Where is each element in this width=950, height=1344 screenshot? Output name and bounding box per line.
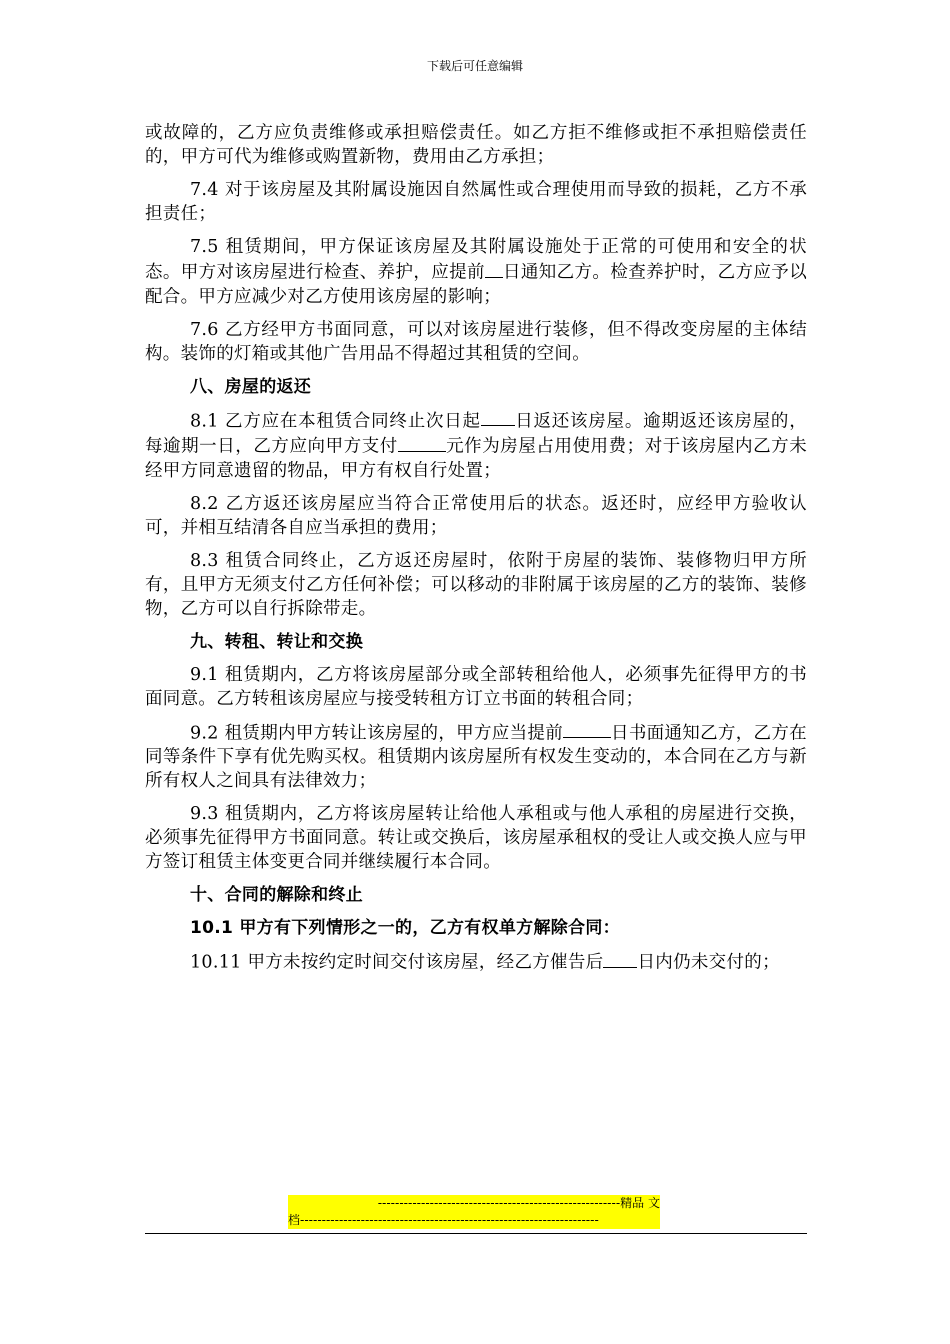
fill-blank bbox=[481, 408, 515, 427]
text-segment: 日返还该房屋。逾期返还该房屋的，每逾期一日，乙方应向甲方支付 bbox=[145, 411, 807, 457]
footer-line-1 bbox=[288, 1195, 660, 1212]
fill-blank bbox=[563, 720, 611, 739]
footer-line-2 bbox=[288, 1212, 660, 1229]
paragraph-8-1 bbox=[145, 408, 807, 483]
section-heading-10: 十、合同的解除和终止 bbox=[190, 885, 363, 905]
paragraph-8-2: 8.2 乙方返还该房屋应当符合正常使用后的状态。返还时，应经甲方验收认可，并相互结清各自应当承担的费用； bbox=[145, 493, 807, 538]
text-segment: 日书面通知乙方，乙方在同等条件下享有优先购买权。租赁期内该房屋所有权发生变动的，本合同在乙方与新所有权人之间具有法律效力； bbox=[145, 723, 807, 791]
text-segment: 9.2 租赁期内甲方转让该房屋的，甲方应当提前 bbox=[190, 723, 564, 743]
footer-text: 档--------------------------------------------------------------------- bbox=[288, 1213, 599, 1227]
section-heading-8: 八、房屋的返还 bbox=[190, 376, 312, 397]
text-segment: 7.5 租赁期间，甲方保证该房屋及其附属设施处于正常的可使用和安全的状态。甲方对该房屋进行检查、养护，应提前 bbox=[145, 237, 807, 283]
paragraph-7-5 bbox=[145, 235, 807, 309]
paragraph: 或故障的，乙方应负责维修或承担赔偿责任。如乙方拒不维修或拒不承担赔偿责任的，甲方可代为维修或购置新物，费用由乙方承担； bbox=[145, 123, 807, 167]
paragraph-9-1: 9.1 租赁期内，乙方将该房屋部分或全部转租给他人，必须事先征得甲方的书面同意。乙方转租该房屋应与接受转租方订立书面的转租合同； bbox=[145, 664, 807, 709]
text-segment: 元作为房屋占用使用费；对于该房屋内乙方未经甲方同意遗留的物品，甲方有权自行处置； bbox=[145, 436, 808, 481]
text-segment: 日内仍未交付的； bbox=[637, 952, 780, 973]
paragraph-8-3: 8.3 租赁合同终止，乙方返还房屋时，依附于房屋的装饰、装修物归甲方所有，且甲方无须支付乙方任何补偿；可以移动的非附属于该房屋的乙方的装饰、装修物，乙方可以自行拆除带走。 bbox=[145, 550, 807, 619]
fill-blank bbox=[398, 433, 446, 452]
section-heading-9: 九、转租、转让和交换 bbox=[190, 631, 363, 652]
document-body bbox=[145, 121, 807, 984]
subheading-10-1: 10.1 甲方有下列情形之一的，乙方有权单方解除合同： bbox=[190, 918, 620, 938]
text-segment: 日通知乙方。检查养护时，乙方应予以配合。甲方应减少对乙方使用该房屋的影响； bbox=[145, 262, 807, 307]
footer-text: --------------------------------------------------------精品 文 bbox=[377, 1196, 660, 1210]
paragraph-9-3: 9.3 租赁期内，乙方将该房屋转让给他人承租或与他人承租的房屋进行交换，必须事先征得甲方书面同意。转让或交换后，该房屋承租权的受让人或交换人应与甲方签订租赁主体变更合同并继续履行本合同。 bbox=[145, 804, 807, 872]
paragraph-7-6: 7.6 乙方经甲方书面同意，可以对该房屋进行装修，但不得改变房屋的主体结构。装饰的灯箱或其他广告用品不得超过其租赁的空间。 bbox=[145, 319, 807, 364]
text-segment: 8.1 乙方应在本租赁合同终止次日起 bbox=[190, 411, 481, 431]
page-header: 下载后可任意编辑 bbox=[426, 59, 523, 73]
paragraph-10-11 bbox=[145, 949, 807, 975]
page-footer bbox=[288, 1195, 660, 1229]
footer-divider bbox=[145, 1233, 807, 1234]
text-segment: 10.11 甲方未按约定时间交付该房屋，经乙方催告后 bbox=[190, 952, 604, 973]
paragraph-9-2 bbox=[145, 720, 807, 794]
fill-blank bbox=[485, 259, 503, 278]
paragraph-7-4: 7.4 对于该房屋及其附属设施因自然属性或合理使用而导致的损耗，乙方不承担责任； bbox=[145, 180, 807, 224]
fill-blank bbox=[603, 949, 637, 968]
